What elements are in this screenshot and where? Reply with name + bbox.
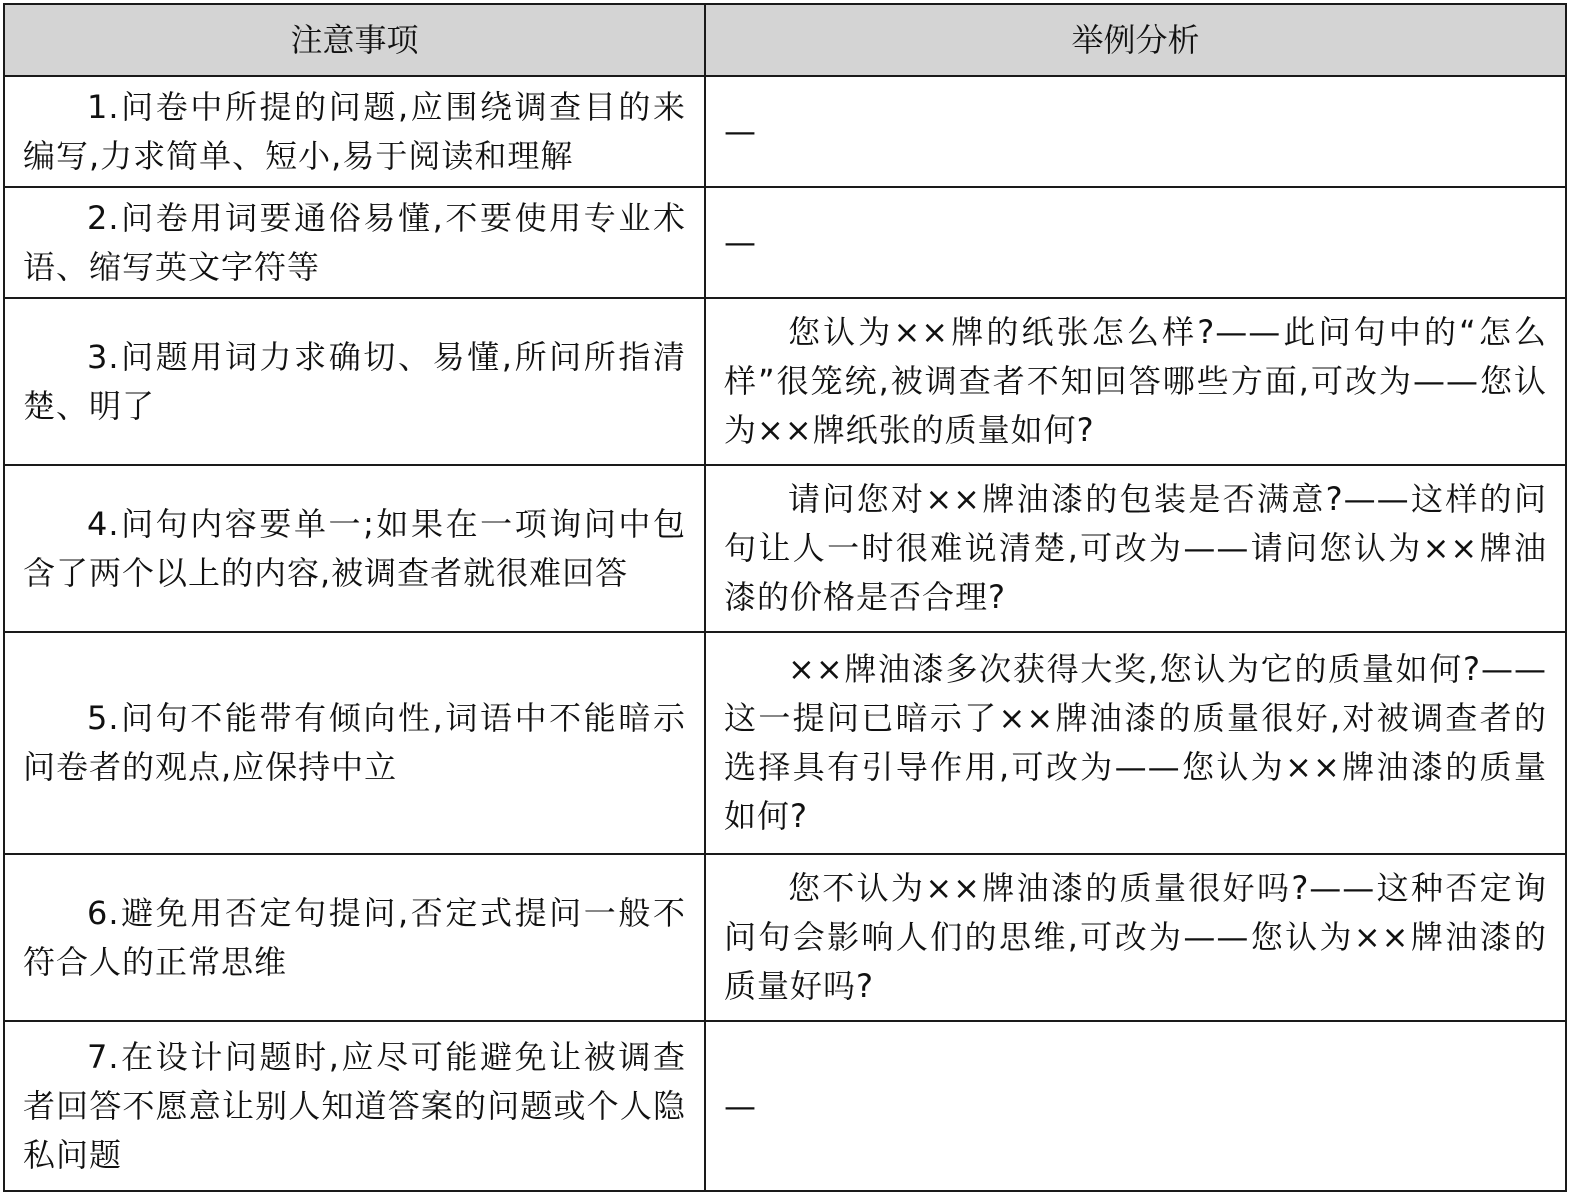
note-cell: 7.在设计问题时,应尽可能避免让被调查者回答不愿意让别人知道答案的问题或个人隐私问题: [4, 1021, 705, 1191]
example-cell: —: [705, 1021, 1566, 1191]
example-cell: —: [705, 187, 1566, 298]
note-cell: 3.问题用词力求确切、易懂,所问所指清楚、明了: [4, 298, 705, 465]
questionnaire-guidelines-table: [3, 3, 1567, 1192]
example-cell: ××牌油漆多次获得大奖,您认为它的质量如何?——这一提问已暗示了××牌油漆的质量很好,对被调查者的选择具有引导作用,可改为——您认为××牌油漆的质量如何?: [705, 632, 1566, 854]
header-examples: 举例分析: [705, 4, 1566, 76]
table-row: [4, 187, 1566, 298]
header-row: [4, 4, 1566, 76]
example-cell: 请问您对××牌油漆的包装是否满意?——这样的问句让人一时很难说清楚,可改为——请问您认为××牌油漆的价格是否合理?: [705, 465, 1566, 632]
table-row: [4, 1021, 1566, 1191]
table-row: [4, 465, 1566, 632]
example-cell: 您认为××牌的纸张怎么样?——此问句中的“怎么样”很笼统,被调查者不知回答哪些方面,可改为——您认为××牌纸张的质量如何?: [705, 298, 1566, 465]
example-cell: 您不认为××牌油漆的质量很好吗?——这种否定询问句会影响人们的思维,可改为——您认为××牌油漆的质量好吗?: [705, 854, 1566, 1021]
example-cell: —: [705, 76, 1566, 187]
note-cell: 4.问句内容要单一;如果在一项询问中包含了两个以上的内容,被调查者就很难回答: [4, 465, 705, 632]
table-row: [4, 298, 1566, 465]
note-cell: 2.问卷用词要通俗易懂,不要使用专业术语、缩写英文字符等: [4, 187, 705, 298]
table-row: [4, 854, 1566, 1021]
note-cell: 6.避免用否定句提问,否定式提问一般不符合人的正常思维: [4, 854, 705, 1021]
note-cell: 1.问卷中所提的问题,应围绕调查目的来编写,力求简单、短小,易于阅读和理解: [4, 76, 705, 187]
table-row: [4, 632, 1566, 854]
table-row: [4, 76, 1566, 187]
header-notes: 注意事项: [4, 4, 705, 76]
note-cell: 5.问句不能带有倾向性,词语中不能暗示问卷者的观点,应保持中立: [4, 632, 705, 854]
